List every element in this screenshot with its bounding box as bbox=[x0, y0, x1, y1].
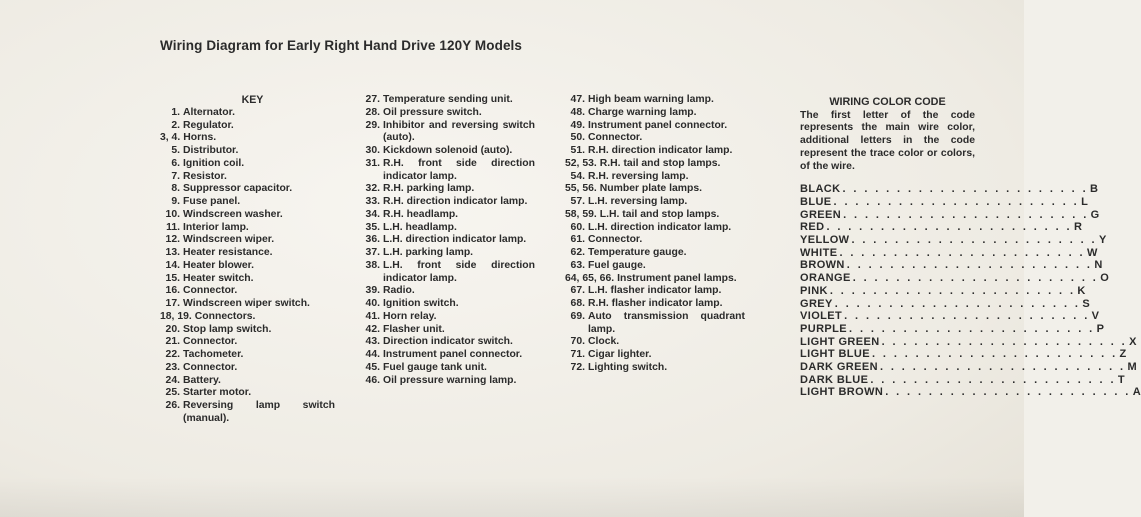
key-heading: KEY bbox=[241, 94, 264, 106]
key-item bbox=[565, 94, 745, 107]
key-item-number: 52, 53. bbox=[565, 157, 597, 169]
color-name: LIGHT GREEN bbox=[800, 335, 880, 348]
key-item bbox=[360, 94, 535, 107]
color-name: VIOLET bbox=[800, 310, 843, 323]
key-item bbox=[565, 145, 745, 158]
key-item bbox=[360, 260, 535, 286]
key-item-number: 38. bbox=[365, 259, 380, 271]
key-item-text: Temperature gauge. bbox=[588, 247, 687, 258]
key-item-text: L.H. parking lamp. bbox=[383, 247, 474, 258]
key-item bbox=[360, 349, 535, 362]
key-item-text: Horn relay. bbox=[383, 310, 437, 322]
key-item-text: Distributor. bbox=[183, 145, 239, 156]
key-item bbox=[565, 120, 745, 133]
key-item bbox=[565, 132, 745, 145]
key-item-number: 22. bbox=[165, 349, 180, 360]
key-column-1 bbox=[160, 94, 335, 426]
key-item bbox=[360, 247, 535, 260]
key-item bbox=[360, 362, 535, 375]
key-item-text: Flasher unit. bbox=[383, 323, 445, 335]
key-item bbox=[565, 285, 745, 298]
key-item bbox=[160, 247, 335, 260]
key-item-text: Windscreen washer. bbox=[183, 208, 283, 220]
key-item-text: Instrument panel connector. bbox=[588, 119, 728, 131]
key-item-text: R.H. reversing lamp. bbox=[588, 170, 689, 182]
color-name: YELLOW bbox=[800, 234, 850, 247]
key-item bbox=[160, 234, 335, 247]
key-item bbox=[565, 171, 745, 184]
key-item-number: 33. bbox=[365, 196, 380, 207]
key-item-number: 72. bbox=[570, 361, 585, 373]
color-code-list bbox=[800, 183, 1141, 399]
key-item-number: 10. bbox=[165, 208, 180, 220]
key-item bbox=[160, 196, 335, 209]
key-item bbox=[565, 311, 745, 337]
leader-dots: . . . . . . . . . . . . . . . . . . . . . . . bbox=[849, 322, 1095, 335]
color-code-row bbox=[800, 259, 1103, 272]
key-item-text: Battery. bbox=[183, 374, 221, 386]
color-code-letter: O bbox=[1100, 272, 1110, 285]
leader-dots: . . . . . . . . . . . . . . . . . . . . . . . bbox=[872, 348, 1118, 361]
color-name: LIGHT BROWN bbox=[800, 386, 884, 399]
key-item-text: Oil pressure switch. bbox=[383, 106, 482, 118]
color-code-row bbox=[800, 284, 1086, 298]
leader-dots: . . . . . . . . . . . . . . . . . . . . . . . bbox=[881, 335, 1128, 348]
key-item-text: R.H. parking lamp. bbox=[383, 183, 475, 195]
key-item bbox=[565, 336, 745, 349]
color-code-row bbox=[800, 195, 1089, 209]
key-item-number: 15. bbox=[165, 272, 180, 284]
key-item-number: 46. bbox=[365, 374, 380, 386]
leader-dots: . . . . . . . . . . . . . . . . . . . . . . . bbox=[826, 221, 1072, 234]
key-item-text: Windscreen wiper. bbox=[183, 234, 275, 246]
key-item bbox=[565, 107, 745, 120]
key-item-text: L.H. direction indicator lamp. bbox=[588, 221, 732, 233]
key-column-2 bbox=[360, 94, 535, 387]
key-item bbox=[565, 298, 745, 311]
color-name: BLUE bbox=[800, 195, 832, 208]
key-item-text: L.H. headlamp. bbox=[383, 221, 457, 233]
color-code-letter: P bbox=[1096, 322, 1105, 335]
key-item bbox=[565, 196, 745, 209]
color-code-row bbox=[800, 234, 1107, 247]
key-item-text: L.H. direction indicator lamp. bbox=[383, 234, 527, 246]
key-item-text: Suppressor capacitor. bbox=[183, 183, 293, 195]
color-code-letter: B bbox=[1090, 183, 1099, 196]
key-item bbox=[360, 222, 535, 235]
leader-dots: . . . . . . . . . . . . . . . . . . . . . . . bbox=[829, 284, 1076, 297]
key-item-text: L.H. front side direction indicator lamp. bbox=[383, 259, 535, 284]
key-item bbox=[160, 273, 335, 286]
key-item-text: Charge warning lamp. bbox=[588, 106, 697, 118]
key-item-number: 60. bbox=[570, 221, 585, 233]
key-item-number: 26. bbox=[165, 400, 180, 411]
key-item-number: 6. bbox=[171, 157, 180, 169]
key-item-text: Heater resistance. bbox=[183, 247, 273, 258]
key-item-number: 70. bbox=[570, 336, 585, 348]
color-code-letter: T bbox=[1117, 373, 1126, 386]
page-shadow bbox=[0, 477, 1024, 517]
key-item bbox=[160, 400, 335, 426]
key-item-number: 18, 19. bbox=[160, 310, 192, 322]
key-item-number: 37. bbox=[365, 247, 380, 258]
key-item-number: 41. bbox=[365, 310, 380, 322]
key-item-text: Interior lamp. bbox=[183, 221, 249, 233]
key-item-number: 27. bbox=[365, 94, 380, 105]
color-name: RED bbox=[800, 221, 825, 234]
key-item-number: 8. bbox=[171, 183, 180, 195]
key-item-number: 34. bbox=[365, 208, 380, 220]
color-code-row bbox=[800, 373, 1126, 387]
leader-dots: . . . . . . . . . . . . . . . . . . . . . . . bbox=[870, 373, 1116, 386]
color-name: LIGHT BLUE bbox=[800, 348, 870, 361]
key-item-text: Auto transmission quadrant lamp. bbox=[588, 310, 745, 335]
key-item-number: 16. bbox=[165, 285, 180, 297]
key-item-text: Fuel gauge tank unit. bbox=[383, 361, 487, 373]
key-item-number: 39. bbox=[365, 285, 380, 297]
color-name: BLACK bbox=[800, 183, 841, 196]
key-item bbox=[160, 120, 335, 133]
key-item bbox=[160, 311, 335, 324]
key-item-text: Oil pressure warning lamp. bbox=[383, 374, 517, 386]
color-name: PURPLE bbox=[800, 322, 848, 335]
leader-dots: . . . . . . . . . . . . . . . . . . . . . . . bbox=[885, 386, 1131, 399]
key-item-text: High beam warning lamp. bbox=[588, 94, 714, 105]
key-item-text: L.H. reversing lamp. bbox=[588, 196, 688, 207]
color-name: WHITE bbox=[800, 246, 838, 259]
key-item-text: R.H. direction indicator lamp. bbox=[383, 196, 528, 207]
color-name: DARK BLUE bbox=[800, 373, 869, 386]
leader-dots: . . . . . . . . . . . . . . . . . . . . . . . bbox=[851, 234, 1097, 247]
key-item-number: 11. bbox=[166, 221, 180, 233]
key-item-number: 68. bbox=[570, 298, 585, 309]
key-item-text: Horns. bbox=[183, 132, 217, 144]
key-item bbox=[565, 260, 745, 273]
key-item bbox=[160, 183, 335, 196]
key-item-number: 67. bbox=[570, 285, 585, 297]
key-item bbox=[565, 222, 745, 235]
color-name: DARK GREEN bbox=[800, 361, 878, 374]
color-name: GREY bbox=[800, 297, 833, 310]
key-item bbox=[160, 260, 335, 273]
key-item bbox=[565, 362, 745, 375]
key-item bbox=[360, 107, 535, 120]
color-name: GREEN bbox=[800, 208, 842, 221]
key-item-number: 49. bbox=[570, 119, 585, 131]
key-item-number: 13. bbox=[165, 247, 180, 258]
key-item bbox=[160, 209, 335, 222]
key-item-text: L.H. flasher indicator lamp. bbox=[588, 285, 722, 297]
key-item bbox=[360, 311, 535, 324]
key-item-number: 9. bbox=[171, 196, 180, 207]
color-code-letter: V bbox=[1091, 310, 1100, 323]
key-item bbox=[160, 387, 335, 400]
key-item-text: Temperature sending unit. bbox=[383, 94, 513, 105]
key-item bbox=[360, 234, 535, 247]
key-item-number: 62. bbox=[570, 247, 585, 258]
color-code-letter: K bbox=[1077, 284, 1086, 297]
color-code-row bbox=[800, 322, 1105, 336]
key-item-text: Resistor. bbox=[183, 170, 227, 182]
key-item-text: Heater blower. bbox=[183, 259, 255, 271]
key-item-text: Ignition switch. bbox=[383, 298, 459, 309]
key-item-number: 1. bbox=[171, 106, 180, 118]
key-item-number: 58, 59. bbox=[565, 208, 597, 220]
key-item-text: R.H. flasher indicator lamp. bbox=[588, 298, 723, 309]
leader-dots: . . . . . . . . . . . . . . . . . . . . . . . bbox=[844, 310, 1090, 323]
color-name: BROWN bbox=[800, 259, 845, 272]
key-item-number: 57. bbox=[570, 196, 585, 207]
key-item bbox=[565, 349, 745, 362]
key-item bbox=[565, 273, 745, 286]
key-item-text: Number plate lamps. bbox=[599, 183, 702, 195]
key-item bbox=[565, 158, 745, 171]
key-item-text: Connector. bbox=[183, 285, 238, 297]
key-item-number: 32. bbox=[365, 183, 380, 195]
leader-dots: . . . . . . . . . . . . . . . . . . . . . . . bbox=[852, 272, 1099, 285]
key-item bbox=[360, 158, 535, 184]
key-item bbox=[160, 362, 335, 375]
color-code-row bbox=[800, 221, 1083, 234]
key-item-text: Fuel gauge. bbox=[588, 259, 646, 271]
color-code-letter: A bbox=[1132, 386, 1141, 399]
key-item bbox=[360, 298, 535, 311]
color-code-description: The first letter of the code represents the main wire color, additional letters in the code represent the trace color or colors, of the wire. bbox=[800, 109, 975, 172]
wiring-color-code bbox=[800, 96, 1141, 399]
key-item-number: 40. bbox=[365, 298, 380, 309]
key-item bbox=[360, 196, 535, 209]
key-item-number: 54. bbox=[570, 170, 585, 182]
key-item bbox=[160, 298, 335, 311]
key-item-text: Connector. bbox=[183, 361, 238, 373]
key-item-number: 5. bbox=[171, 145, 180, 156]
key-item-number: 25. bbox=[165, 387, 180, 399]
color-code-row bbox=[800, 183, 1099, 196]
leader-dots: . . . . . . . . . . . . . . . . . . . . . . . bbox=[834, 297, 1081, 310]
key-item-number: 51. bbox=[570, 145, 585, 156]
key-item-number: 44. bbox=[365, 349, 380, 360]
color-code-letter: S bbox=[1082, 297, 1091, 310]
key-item-text: Regulator. bbox=[183, 119, 234, 131]
color-code-row bbox=[800, 208, 1100, 222]
key-item-number: 69. bbox=[570, 310, 585, 322]
key-item-number: 71. bbox=[570, 349, 585, 360]
key-item-text: Inhibitor and reversing switch (auto). bbox=[383, 119, 535, 144]
leader-dots: . . . . . . . . . . . . . . . . . . . . . . . bbox=[842, 183, 1089, 196]
key-item-text: Tachometer. bbox=[183, 349, 244, 360]
color-code-row bbox=[800, 386, 1141, 399]
key-item-number: 14. bbox=[165, 259, 180, 271]
key-item bbox=[160, 336, 335, 349]
key-item-number: 45. bbox=[365, 361, 380, 373]
key-item bbox=[360, 145, 535, 158]
key-item bbox=[360, 375, 535, 388]
key-item-text: Fuse panel. bbox=[183, 196, 241, 207]
leader-dots: . . . . . . . . . . . . . . . . . . . . . . . bbox=[833, 195, 1080, 208]
color-code-letter: W bbox=[1086, 246, 1098, 259]
key-item-text: L.H. tail and stop lamps. bbox=[599, 208, 720, 220]
key-item-text: Connector. bbox=[588, 132, 643, 144]
color-name: PINK bbox=[800, 284, 828, 297]
key-item-text: Connector. bbox=[183, 336, 238, 348]
key-item-text: R.H. tail and stop lamps. bbox=[599, 157, 721, 169]
key-item-number: 2. bbox=[171, 119, 180, 131]
page-title: Wiring Diagram for Early Right Hand Drive 120Y Models bbox=[160, 38, 523, 53]
key-item-number: 28. bbox=[365, 106, 380, 118]
leader-dots: . . . . . . . . . . . . . . . . . . . . . . . bbox=[839, 246, 1085, 259]
key-item bbox=[160, 145, 335, 158]
key-item-text: Instrument panel connector. bbox=[383, 349, 523, 360]
key-item-text: Ignition coil. bbox=[183, 157, 245, 169]
key-item-number: 42. bbox=[365, 323, 380, 335]
key-item-text: Connector. bbox=[588, 234, 643, 246]
key-item bbox=[360, 183, 535, 196]
key-item-text: Cigar lighter. bbox=[588, 349, 652, 360]
key-item bbox=[160, 171, 335, 184]
color-code-letter: G bbox=[1090, 208, 1100, 221]
key-item-number: 36. bbox=[365, 234, 380, 246]
key-item-number: 64, 65, 66. bbox=[565, 272, 615, 284]
key-item bbox=[160, 107, 335, 120]
key-item-text: Alternator. bbox=[183, 106, 235, 118]
color-code-row bbox=[800, 348, 1127, 361]
color-code-letter: R bbox=[1073, 221, 1083, 234]
color-code-row bbox=[800, 310, 1100, 323]
key-item-number: 30. bbox=[365, 145, 380, 156]
key-item-number: 3, 4. bbox=[160, 132, 181, 144]
color-code-row bbox=[800, 335, 1137, 349]
key-item bbox=[160, 222, 335, 235]
key-item-number: 12. bbox=[165, 234, 180, 246]
key-item-number: 43. bbox=[365, 336, 380, 348]
key-item-number: 24. bbox=[165, 374, 180, 386]
key-item-number: 50. bbox=[570, 132, 585, 144]
key-item bbox=[565, 183, 745, 196]
key-item-number: 29. bbox=[365, 119, 380, 131]
key-item bbox=[360, 209, 535, 222]
key-item bbox=[160, 349, 335, 362]
color-code-letter: Z bbox=[1119, 348, 1127, 361]
color-code-letter: L bbox=[1081, 195, 1089, 208]
key-item-number: 17. bbox=[165, 298, 180, 309]
color-code-row bbox=[800, 361, 1138, 374]
key-item-number: 55, 56. bbox=[565, 183, 597, 195]
key-item bbox=[160, 158, 335, 171]
color-code-row bbox=[800, 297, 1091, 311]
color-code-heading: WIRING COLOR CODE bbox=[829, 96, 946, 108]
key-item-number: 63. bbox=[570, 259, 585, 271]
key-item bbox=[565, 247, 745, 260]
key-item bbox=[360, 285, 535, 298]
key-item-text: Reversing lamp switch (manual). bbox=[183, 400, 335, 424]
key-item-number: 23. bbox=[165, 361, 180, 373]
leader-dots: . . . . . . . . . . . . . . . . . . . . . . . bbox=[879, 361, 1126, 374]
key-item-text: Heater switch. bbox=[183, 272, 254, 284]
key-item bbox=[160, 324, 335, 337]
key-item-number: 61. bbox=[570, 234, 585, 246]
key-item-text: Lighting switch. bbox=[588, 361, 668, 373]
key-item-number: 47. bbox=[570, 94, 585, 105]
leader-dots: . . . . . . . . . . . . . . . . . . . . . . . bbox=[846, 259, 1093, 272]
key-item-number: 35. bbox=[365, 221, 380, 233]
key-column-3 bbox=[565, 94, 745, 375]
key-item-number: 7. bbox=[171, 170, 180, 182]
key-item-text: Clock. bbox=[588, 336, 620, 348]
key-item-number: 21. bbox=[165, 336, 180, 348]
color-code-letter: X bbox=[1129, 335, 1137, 348]
key-item-number: 48. bbox=[570, 106, 585, 118]
key-item-text: R.H. front side direction indicator lamp. bbox=[383, 157, 535, 182]
color-code-row bbox=[800, 246, 1098, 260]
key-item bbox=[565, 209, 745, 222]
key-item bbox=[360, 120, 535, 146]
key-item-number: 20. bbox=[165, 323, 180, 335]
key-item-text: Connectors. bbox=[194, 310, 256, 322]
color-code-letter: N bbox=[1094, 259, 1103, 272]
key-item-text: Kickdown solenoid (auto). bbox=[383, 145, 513, 156]
key-item-text: Radio. bbox=[383, 285, 415, 297]
color-code-letter: Y bbox=[1098, 234, 1107, 247]
leader-dots: . . . . . . . . . . . . . . . . . . . . . . . bbox=[843, 208, 1089, 221]
key-item-text: R.H. direction indicator lamp. bbox=[588, 145, 733, 156]
key-item-text: Direction indicator switch. bbox=[383, 336, 513, 348]
key-item bbox=[160, 132, 335, 145]
color-name: ORANGE bbox=[800, 272, 851, 285]
color-code-row bbox=[800, 272, 1110, 285]
key-item-text: Windscreen wiper switch. bbox=[183, 298, 310, 309]
key-item bbox=[565, 234, 745, 247]
key-item-text: Starter motor. bbox=[183, 387, 252, 399]
key-item bbox=[160, 285, 335, 298]
key-item-number: 31. bbox=[365, 157, 380, 169]
color-code-letter: M bbox=[1127, 361, 1138, 374]
key-item-text: Stop lamp switch. bbox=[183, 323, 272, 335]
key-item-text: Instrument panel lamps. bbox=[617, 272, 737, 284]
key-item bbox=[360, 324, 535, 337]
key-item-text: R.H. headlamp. bbox=[383, 208, 459, 220]
key-item bbox=[360, 336, 535, 349]
key-item bbox=[160, 375, 335, 388]
